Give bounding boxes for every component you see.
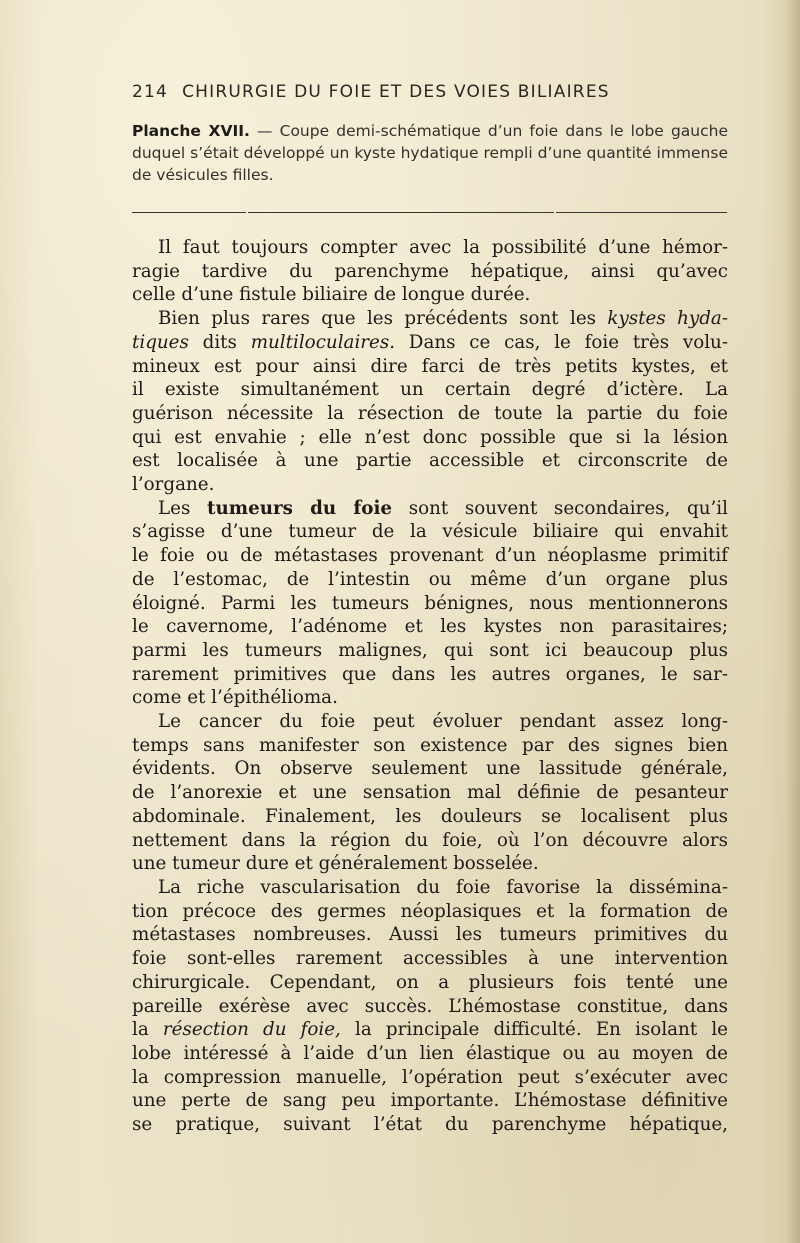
text-line: le foie ou de métastases provenant d’un néoplasme primitif: [132, 545, 728, 567]
page-edge-shadow: [786, 0, 800, 1243]
separator-rule-right: [556, 212, 727, 213]
emphasis-term: tiques: [132, 331, 189, 353]
text-line: Les tumeurs du foie sont souvent secondaires, qu’il: [158, 497, 728, 519]
plate-label: Planche XVII.: [132, 122, 250, 140]
text-line: tion précoce des germes néoplasiques et la formation de: [132, 900, 728, 922]
text-line: mineux est pour ainsi dire farci de très petits kystes, et: [132, 355, 728, 377]
bold-term: tumeurs du foie: [207, 497, 393, 519]
text-line: temps sans manifester son existence par des signes bien: [132, 734, 728, 756]
text-line: tiques dits multiloculaires. Dans ce cas, le foie très volu-: [132, 331, 728, 353]
emphasis-term: multiloculaires.: [250, 331, 396, 353]
text-line: s’agisse d’une tumeur de la vésicule biliaire qui envahit: [132, 521, 728, 543]
text-line: est localisée à une partie accessible et circonscrite de: [132, 450, 728, 472]
running-title: CHIRURGIE DU FOIE ET DES VOIES BILIAIRES: [182, 82, 610, 102]
text-line: pareille exérèse avec succès. L’hémostase constitue, dans: [132, 995, 728, 1017]
text-line: évidents. On observe seulement une lassitude générale,: [132, 758, 728, 780]
text-line: métastases nombreuses. Aussi les tumeurs primitives du: [132, 924, 728, 946]
text-line: se pratique, suivant l’état du parenchyme hépatique,: [132, 1114, 728, 1136]
text-line: éloigné. Parmi les tumeurs bénignes, nous mentionnerons: [132, 592, 728, 614]
text-line: guérison nécessite la résection de toute la partie du foie: [132, 402, 728, 424]
text-line: come et l’épithélioma.: [132, 687, 338, 709]
plate-caption: [132, 120, 728, 186]
page-number: 214: [132, 82, 169, 102]
text-line: ragie tardive du parenchyme hépatique, ainsi qu’avec: [132, 260, 728, 282]
text-line: l’organe.: [132, 474, 215, 496]
body-text: [132, 236, 728, 1137]
text-line: la résection du foie, la principale difficulté. En isolant le: [132, 1019, 728, 1041]
text-line: La riche vascularisation du foie favorise la dissémina-: [158, 876, 728, 898]
text-line: une perte de sang peu importante. L’hémostase définitive: [132, 1090, 728, 1112]
text-line: une tumeur dure et généralement bosselée.: [132, 853, 539, 875]
text-line: lobe intéressé à l’aide d’un lien élastique ou au moyen de: [132, 1042, 728, 1064]
text-line: parmi les tumeurs malignes, qui sont ici beaucoup plus: [132, 639, 728, 661]
text-line: foie sont-elles rarement accessibles à une intervention: [132, 948, 728, 970]
text-line: le cavernome, l’adénome et les kystes non parasitaires;: [132, 616, 728, 638]
text-line: de l’estomac, de l’intestin ou même d’un organe plus: [132, 568, 728, 590]
text-line: de l’anorexie et une sensation mal définie de pesanteur: [132, 782, 728, 804]
text-line: Bien plus rares que les précédents sont les kystes hyda-: [158, 308, 728, 330]
separator-rule-left: [132, 212, 246, 213]
plate-caption-text: — Coupe demi-schématique d’un foie dans le lobe gauche duquel s’était développé un kyste hydatique rempli d’une quantité immense de vésicules filles.: [132, 122, 729, 184]
emphasis-term: résection du foie,: [162, 1019, 341, 1041]
text-line: Le cancer du foie peut évoluer pendant assez long-: [158, 711, 728, 733]
text-line: Il faut toujours compter avec la possibilité d’une hémor-: [158, 237, 728, 258]
text-line: chirurgicale. Cependant, on a plusieurs fois tenté une: [132, 971, 728, 993]
text-line: nettement dans la région du foie, où l’on découvre alors: [132, 829, 728, 851]
text-line: qui est envahie ; elle n’est donc possible que si la lésion: [132, 426, 728, 448]
text-line: celle d’une fistule biliaire de longue durée.: [132, 284, 531, 306]
emphasis-term: kystes hyda-: [607, 308, 728, 330]
text-line: abdominale. Finalement, les douleurs se localisent plus: [132, 805, 728, 827]
separator-rule-middle: [248, 212, 554, 213]
text-line: rarement primitives que dans les autres organes, le sar-: [132, 663, 728, 685]
text-line: il existe simultanément un certain degré d’ictère. La: [132, 379, 728, 401]
running-header: [132, 82, 732, 102]
text-line: la compression manuelle, l’opération peut s’exécuter avec: [132, 1066, 728, 1088]
